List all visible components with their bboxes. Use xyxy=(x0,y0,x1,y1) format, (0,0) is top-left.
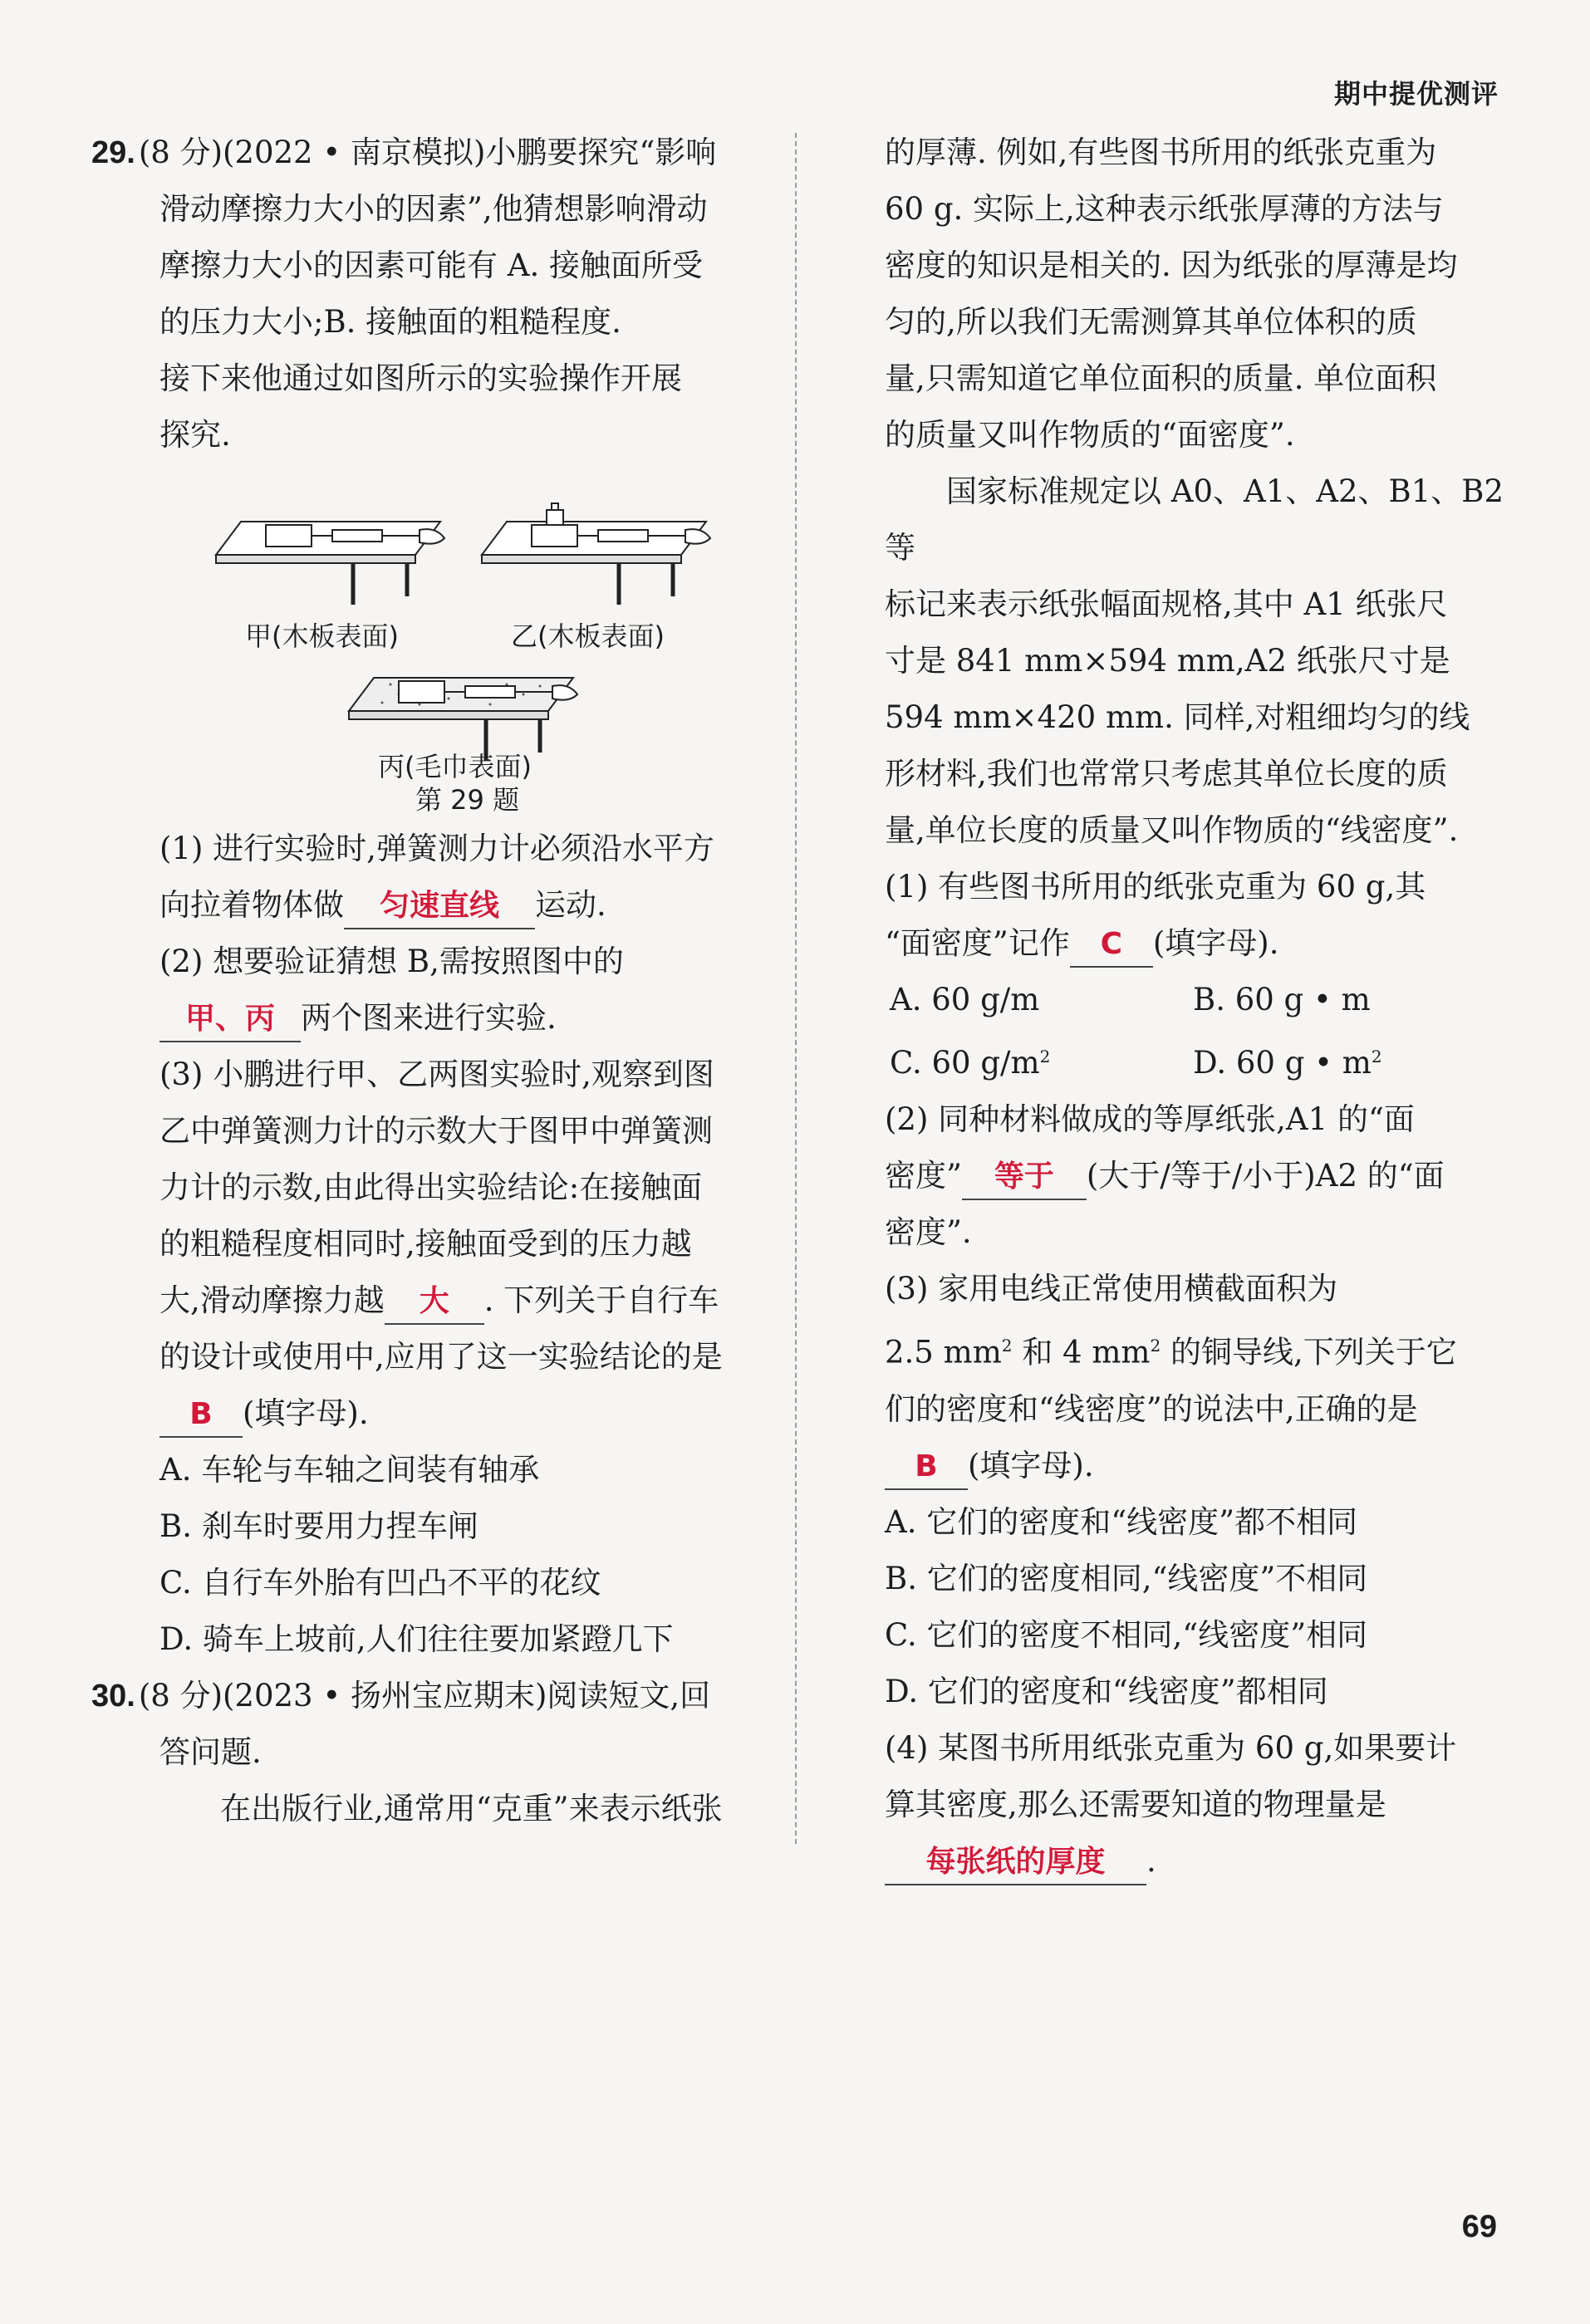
q30-para1-line1: 在出版行业,通常用“克重”来表示纸张 xyxy=(220,1791,723,1826)
apparatus-yi-illustration xyxy=(474,480,723,613)
page-header: 期中提优测评 xyxy=(1333,78,1499,110)
q30-s2-answer: 等于 xyxy=(994,1160,1054,1194)
q29-figure xyxy=(91,472,777,821)
q30-para2-line6: 量,单位长度的质量又叫作物质的“线密度”. xyxy=(885,812,1459,848)
q30-s1-line1: (1) 有些图书所用的纸张克重为 60 g,其 xyxy=(885,869,1426,905)
q30-option-a: A. 它们的密度和“线密度”都不相同 xyxy=(885,1503,1358,1540)
q30-para1-line2: 的厚薄. 例如,有些图书所用的纸张克重为 xyxy=(885,135,1437,170)
q29-option-a: A. 车轮与车轴之间装有轴承 xyxy=(159,1452,540,1488)
q29-intro-line6: 探究. xyxy=(159,417,231,453)
q29-s3-line7: B (填字母). xyxy=(91,1385,777,1442)
q30-intro-line1: 30. (8 分)(2023 • 扬州宝应期末)阅读短文,回 xyxy=(91,1678,711,1714)
q30-s1-option-c: C. 60 $g/m^2$ xyxy=(890,1045,1051,1081)
q30-para2-line1: 国家标准规定以 A0、A1、A2、B1、B2 等 xyxy=(885,473,1504,566)
q29-s3-line2: 乙中弹簧测力计的示数大于图甲中弹簧测 xyxy=(159,1113,713,1149)
q29-s3-line5: 大,滑动摩擦力越 大 . 下列关于自行车 xyxy=(91,1272,777,1329)
q29-intro-line2: 滑动摩擦力大小的因素”,他猜想影响滑动 xyxy=(159,191,708,227)
q30-s2-line1: (2) 同种材料做成的等厚纸张,A1 的“面 xyxy=(885,1101,1415,1138)
q30-s3-line1: (3) 家用电线正常使用横截面积为 xyxy=(885,1271,1338,1307)
q30-s1-options-row2 xyxy=(885,1028,1509,1091)
q30-para1-line5: 匀的,所以我们无需测算其单位体积的质 xyxy=(885,304,1417,340)
q29-s3-line3: 力计的示数,由此得出实验结论:在接触面 xyxy=(159,1169,703,1205)
caption-jia: 甲(木板表面) xyxy=(245,620,399,652)
q30-s3-answer-blank xyxy=(885,1444,968,1490)
q30-s2-answer-blank xyxy=(962,1155,1087,1200)
q30-para1-line4: 密度的知识是相关的. 因为纸张的厚薄是均 xyxy=(885,248,1458,283)
q30-para2-line4: 594 mm×420 mm. 同样,对粗细均匀的线 xyxy=(885,699,1470,735)
q30-para2-line3: 寸是 841 mm×594 mm,A2 纸张尺寸是 xyxy=(885,643,1450,679)
q29-s3-line4: 的粗糙程度相同时,接触面受到的压力越 xyxy=(159,1226,692,1262)
q29-option-b: B. 刹车时要用力捏车闸 xyxy=(159,1508,478,1544)
left-column xyxy=(91,125,777,1837)
q29-s2-answer: 甲、丙 xyxy=(184,1002,275,1036)
apparatus-jia-illustration xyxy=(208,497,457,613)
q30-s1-options-row1 xyxy=(885,972,1509,1028)
q30-para1-line6: 量,只需知道它单位面积的质量. 单位面积 xyxy=(885,360,1437,396)
q29-s2-answer-blank xyxy=(159,997,301,1042)
q30-s1-option-b: B. 60 g • m xyxy=(1193,982,1371,1017)
caption-yi: 乙(木板表面) xyxy=(511,620,665,652)
q29-s3-answer1: 大 xyxy=(419,1284,449,1318)
q30-para1-line7: 的质量又叫作物质的“面密度”. xyxy=(885,417,1295,453)
q29-intro-line4: 的压力大小;B. 接触面的粗糙程度. xyxy=(159,304,621,340)
q29-s1-line2: 向拉着物体做 匀速直线 运动. xyxy=(91,877,777,934)
figure-caption: 第 29 题 xyxy=(415,784,520,816)
q29-s1-line1: (1) 进行实验时,弹簧测力计必须沿水平方 xyxy=(159,831,714,866)
q29-intro-line1: 29. (8 分)(2022 • 南京模拟)小鹏要探究“影响 xyxy=(91,135,717,170)
q29-s3-answer2-blank xyxy=(159,1392,243,1438)
q29-s1-answer-blank xyxy=(344,884,535,929)
q30-para2-line2: 标记来表示纸张幅面规格,其中 A1 纸张尺 xyxy=(885,586,1448,622)
q30-s3-line2: 2.5 $mm^2$ 和 4 $mm^2$ 的铜导线,下列关于它 xyxy=(885,1334,1457,1370)
q30-s1-option-a: A. 60 g/m xyxy=(890,982,1040,1017)
q30-s4-answer: 每张纸的厚度 xyxy=(925,1844,1106,1879)
q30-s1-answer: C xyxy=(1100,927,1123,961)
q29-intro-line3: 摩擦力大小的因素可能有 A. 接触面所受 xyxy=(159,248,704,283)
q30-s2-line3: 密度”. xyxy=(885,1214,972,1251)
q29-s2-line1: (2) 想要验证猜想 B,需按照图中的 xyxy=(159,944,624,979)
q30-option-c: C. 它们的密度不相同,“线密度”相同 xyxy=(885,1616,1368,1653)
q30-s3-line3: 们的密度和“线密度”的说法中,正确的是 xyxy=(885,1390,1418,1427)
q29-s3-answer1-blank xyxy=(385,1279,484,1325)
q29-number: 29. xyxy=(91,135,135,170)
q30-number: 30. xyxy=(91,1679,135,1714)
q29-s1-answer: 匀速直线 xyxy=(379,889,499,923)
q29-s2-line2: 甲、丙 两个图来进行实验. xyxy=(91,990,777,1047)
page-number: 69 xyxy=(1461,2209,1497,2244)
q30-s4-line2: 算其密度,那么还需要知道的物理量是 xyxy=(885,1786,1386,1822)
q30-s4-line3: 每张纸的厚度 . xyxy=(885,1833,1509,1890)
column-divider xyxy=(795,133,797,1844)
q30-para1-line3: 60 g. 实际上,这种表示纸张厚薄的方法与 xyxy=(885,191,1444,227)
q30-s1-answer-blank xyxy=(1070,922,1153,968)
q30-option-b: B. 它们的密度相同,“线密度”不相同 xyxy=(885,1560,1368,1596)
q30-s3-line4: B (填字母). xyxy=(885,1438,1509,1494)
q29-option-d: D. 骑车上坡前,人们往往要加紧蹬几下 xyxy=(159,1621,674,1657)
q29-s3-answer2: B xyxy=(189,1397,213,1431)
q30-s1-line2: “面密度”记作 C (填字母). xyxy=(885,915,1509,972)
q30-s3-answer: B xyxy=(915,1449,938,1483)
q30-s4-answer-blank xyxy=(885,1840,1146,1885)
q30-para2-line5: 形材料,我们也常常只考虑其单位长度的质 xyxy=(885,756,1448,792)
q29-intro-line5: 接下来他通过如图所示的实验操作开展 xyxy=(159,360,682,396)
q29-option-c: C. 自行车外胎有凹凸不平的花纹 xyxy=(159,1565,601,1601)
q30-s1-option-d: D. 60 g • $m^2$ xyxy=(1193,1045,1382,1081)
q30-option-d: D. 它们的密度和“线密度”都相同 xyxy=(885,1673,1328,1709)
q30-intro-line2: 答问题. xyxy=(159,1734,262,1770)
q30-s4-line1: (4) 某图书所用纸张克重为 60 g,如果要计 xyxy=(885,1729,1457,1766)
caption-bing: 丙(毛巾表面) xyxy=(378,751,532,782)
q30-s2-line2: 密度” 等于 (大于/等于/小于)A2 的“面 xyxy=(885,1148,1509,1204)
q29-s3-line6: 的设计或使用中,应用了这一实验结论的是 xyxy=(159,1339,723,1375)
right-column xyxy=(885,125,1509,1890)
q29-s3-line1: (3) 小鹏进行甲、乙两图实验时,观察到图 xyxy=(159,1057,714,1092)
